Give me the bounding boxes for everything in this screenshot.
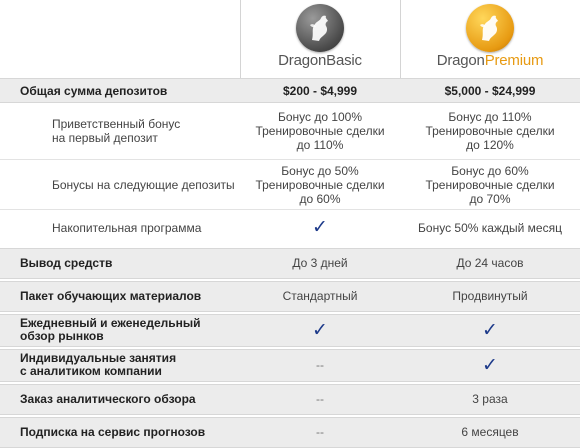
- checkmark-icon: ✓: [482, 319, 498, 341]
- basic-value: Бонус до 100% Тренировочные сделки до 110%: [255, 110, 385, 152]
- row-label: Индивидуальные занятия с аналитиком компании: [20, 351, 177, 378]
- basic-value: Бонус до 50% Тренировочные сделки до 60%: [255, 163, 385, 206]
- premium-value: $5,000 - $24,999: [400, 79, 580, 103]
- row-label: Бонусы на следующие депозиты: [52, 177, 235, 192]
- checkmark-icon: ✓: [312, 319, 328, 341]
- premium-value: Бонус 50% каждый месяц: [418, 220, 562, 235]
- premium-value: До 24 часов: [456, 256, 524, 270]
- table-row: [0, 210, 580, 246]
- premium-value: 6 месяцев: [461, 425, 519, 439]
- row-label: Заказ аналитического обзора: [0, 384, 240, 414]
- table-row: [0, 79, 580, 103]
- table-row: [0, 349, 580, 381]
- comparison-table: [0, 78, 580, 448]
- table-row: [0, 384, 580, 414]
- checkmark-icon: ✓: [482, 354, 498, 376]
- checkmark-icon: ✓: [312, 217, 328, 239]
- dragon-emblem-gray-icon: [296, 4, 344, 52]
- table-row: [0, 417, 580, 447]
- table-row: [0, 160, 580, 210]
- plan-premium[interactable]: [400, 0, 580, 78]
- plan-premium-name-accent: Premium: [484, 52, 544, 69]
- table-row: [0, 314, 580, 346]
- row-label: Общая сумма депозитов: [0, 79, 240, 103]
- basic-value: $200 - $4,999: [240, 79, 400, 103]
- row-label: Приветственный бонус на первый депозит: [52, 117, 181, 145]
- table-row: [0, 281, 580, 311]
- dragon-emblem-gold-icon: [466, 4, 514, 52]
- row-label: Подписка на сервис прогнозов: [0, 417, 240, 447]
- basic-value: --: [316, 392, 324, 406]
- plan-header: [0, 0, 580, 78]
- plan-basic[interactable]: [240, 0, 400, 78]
- basic-value: --: [316, 425, 324, 439]
- table-row: [0, 248, 580, 278]
- plan-basic-name: DragonBasic: [278, 52, 362, 69]
- premium-value: Бонус до 60% Тренировочные сделки до 70%: [425, 163, 555, 206]
- plan-premium-name-prefix: Dragon: [436, 52, 485, 69]
- table-row: [0, 103, 580, 160]
- plan-premium-name: [400, 52, 580, 69]
- premium-value: Продвинутый: [452, 289, 528, 303]
- basic-value: --: [316, 358, 324, 372]
- row-label: Пакет обучающих материалов: [0, 281, 240, 311]
- premium-value: 3 раза: [472, 392, 508, 406]
- row-label: Вывод средств: [0, 248, 240, 278]
- basic-value: До 3 дней: [292, 256, 348, 270]
- premium-value: Бонус до 110% Тренировочные сделки до 120%: [425, 110, 555, 152]
- basic-value: Стандартный: [282, 289, 358, 303]
- row-label: Накопительная программа: [52, 220, 202, 235]
- row-label: Ежедневный и еженедельный обзор рынков: [20, 316, 201, 343]
